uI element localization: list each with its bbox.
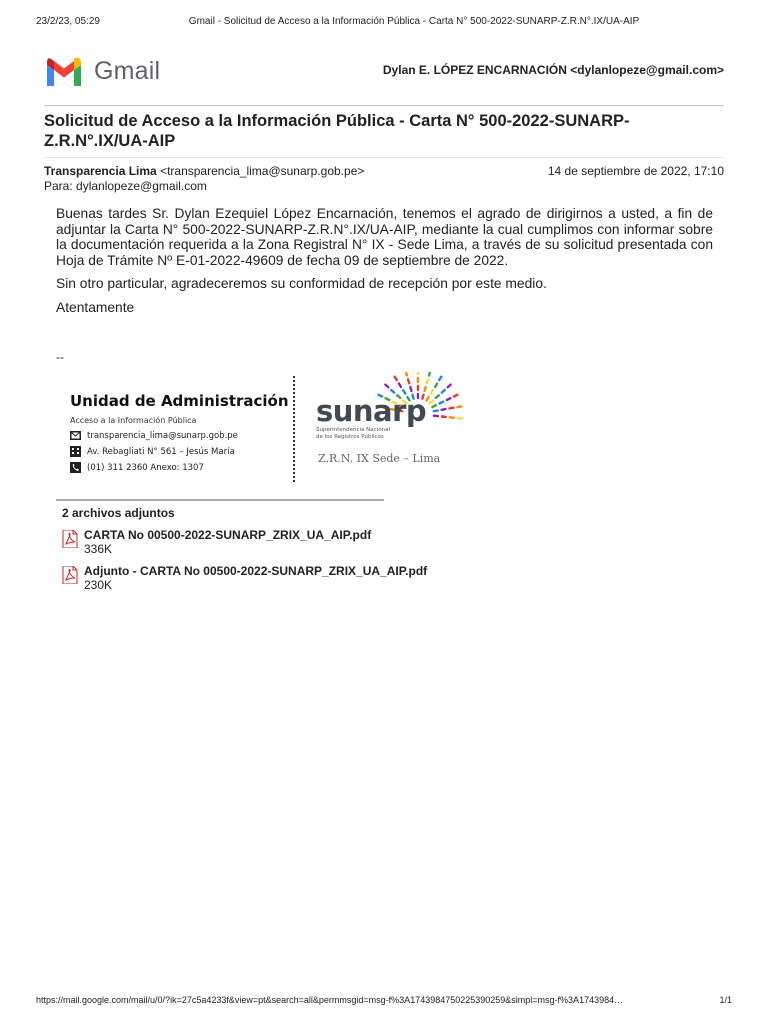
envelope-icon	[70, 430, 81, 441]
attachment-size: 230K	[84, 578, 113, 592]
page-number: 1/1	[719, 995, 732, 1005]
burst-dash	[410, 387, 411, 391]
burst-dash	[408, 379, 409, 383]
pdf-icon	[62, 566, 78, 584]
sender-email[interactable]: <transparencia_lima@sunarp.gob.pe>	[160, 164, 365, 178]
burst-dash	[430, 401, 433, 404]
burst-dash	[406, 372, 407, 376]
body-paragraph: Buenas tardes Sr. Dylan Ezequiel López Encarnación, tenemos el agrado de dirigirnos a usted, a fin de adjuntar la Carta N° 500-2022-SUNARP-Z.R.N°.IX/UA-AIP, mediante la cual cumplimos con informar sobre la documentación requerida a la Zona Registral N° IX - Sede Lima, a través de su solicitud presentada con Hoja de Trámite Nº E-01-2022-49609 de fecha 09 de septiembre de 2022.	[56, 206, 713, 268]
page-url: https://mail.google.com/mail/u/0/?ik=27c5a4233f&view=pt&search=all&permmsgid=msg-f%3A1743984750225390259&simpl=msg-f%3A1743984…	[36, 995, 624, 1005]
attachment-name[interactable]: Adjunto - CARTA No 00500-2022-SUNARP_ZRIX_UA_AIP.pdf	[84, 564, 428, 578]
attachment-name[interactable]: CARTA No 00500-2022-SUNARP_ZRIX_UA_AIP.pdf	[84, 528, 372, 542]
burst-dash	[427, 379, 428, 383]
burst-dash	[457, 406, 461, 407]
header-divider	[44, 105, 724, 106]
burst-dash	[435, 384, 437, 387]
signature-email[interactable]: transparencia_lima@sunarp.gob.pe	[87, 430, 238, 441]
burst-dash	[427, 397, 429, 400]
burst-dash	[440, 402, 444, 404]
burst-dash	[447, 398, 451, 400]
burst-dash	[391, 390, 394, 393]
signature-block	[60, 372, 470, 484]
burst-dash	[439, 377, 441, 380]
office-label: Z.R.N. IX Sede – Lima	[318, 452, 441, 465]
print-footer	[36, 995, 732, 1007]
gmail-brand	[44, 56, 160, 86]
sent-date: 14 de septiembre de 2022, 17:10	[547, 164, 724, 178]
attachment-item[interactable]	[62, 528, 482, 558]
signature-phone-line	[70, 462, 289, 473]
burst-dash	[442, 390, 445, 393]
subject-divider	[44, 157, 724, 158]
print-page-title: Gmail - Solicitud de Acceso a la Información Pública - Carta N° 500-2022-SUNARP-Z.R.N°.IX/UA-AIP	[188, 16, 640, 27]
sender-line	[44, 164, 364, 178]
sunarp-tagline-line: Superintendencia Nacional	[316, 427, 390, 433]
attachments-divider	[56, 499, 384, 501]
building-icon	[70, 446, 81, 457]
burst-dash	[432, 405, 436, 407]
burst-dash	[434, 411, 438, 412]
burst-dash	[425, 387, 426, 391]
pdf-icon	[62, 530, 78, 548]
burst-dash	[448, 385, 451, 388]
print-header	[36, 16, 732, 30]
attachment-size: 336K	[84, 542, 113, 556]
signature-separator: --	[56, 350, 64, 364]
sunarp-tagline	[316, 427, 390, 440]
burst-dash	[431, 390, 433, 393]
email-body	[56, 206, 713, 323]
signature-contact	[70, 392, 289, 473]
burst-dash	[436, 395, 439, 398]
burst-dash	[429, 372, 430, 376]
burst-dash	[399, 384, 401, 387]
signature-unit-subtitle: Acceso a la Información Pública	[70, 416, 197, 425]
sunarp-tagline-line: de los Registros Públicos	[316, 433, 384, 440]
attachments-count: 2 archivos adjuntos	[62, 506, 175, 520]
gmail-logo-icon	[44, 56, 84, 86]
email-subject: Solicitud de Acceso a la Información Pública - Carta N° 500-2022-SUNARP-Z.R.N°.IX/UA-AIP	[44, 112, 630, 150]
burst-dash	[454, 395, 458, 397]
print-datetime: 23/2/23, 05:29	[36, 16, 100, 27]
signature-divider	[293, 376, 295, 482]
body-paragraph: Sin otro particular, agradeceremos su conformidad de recepción por este medio.	[56, 276, 547, 291]
sunarp-wordmark: sunarp	[316, 394, 427, 428]
signature-address: Av. Rebagliati N° 561 – Jesús María	[87, 446, 235, 457]
sunarp-logo	[314, 372, 470, 482]
gmail-wordmark: Gmail	[94, 56, 161, 85]
body-closing: Atentamente	[56, 299, 135, 315]
signature-phone: (01) 311 2360 Anexo: 1307	[87, 462, 204, 473]
burst-dash	[395, 377, 397, 380]
signature-email-line	[70, 430, 289, 441]
recipient-line: Para: dylanlopeze@gmail.com	[44, 179, 207, 193]
account-identity: Dylan E. LÓPEZ ENCARNACIÓN <dylanlopeze@gmail.com>	[382, 63, 724, 77]
sender-name: Transparencia Lima	[44, 164, 157, 178]
phone-icon	[70, 462, 81, 473]
attachment-item[interactable]	[62, 564, 482, 594]
burst-dash	[450, 408, 454, 409]
signature-unit-title: Unidad de Administración	[70, 392, 289, 410]
burst-dash	[442, 409, 446, 410]
burst-dash	[450, 417, 454, 418]
signature-address-line	[70, 446, 289, 457]
burst-dash	[385, 385, 388, 388]
